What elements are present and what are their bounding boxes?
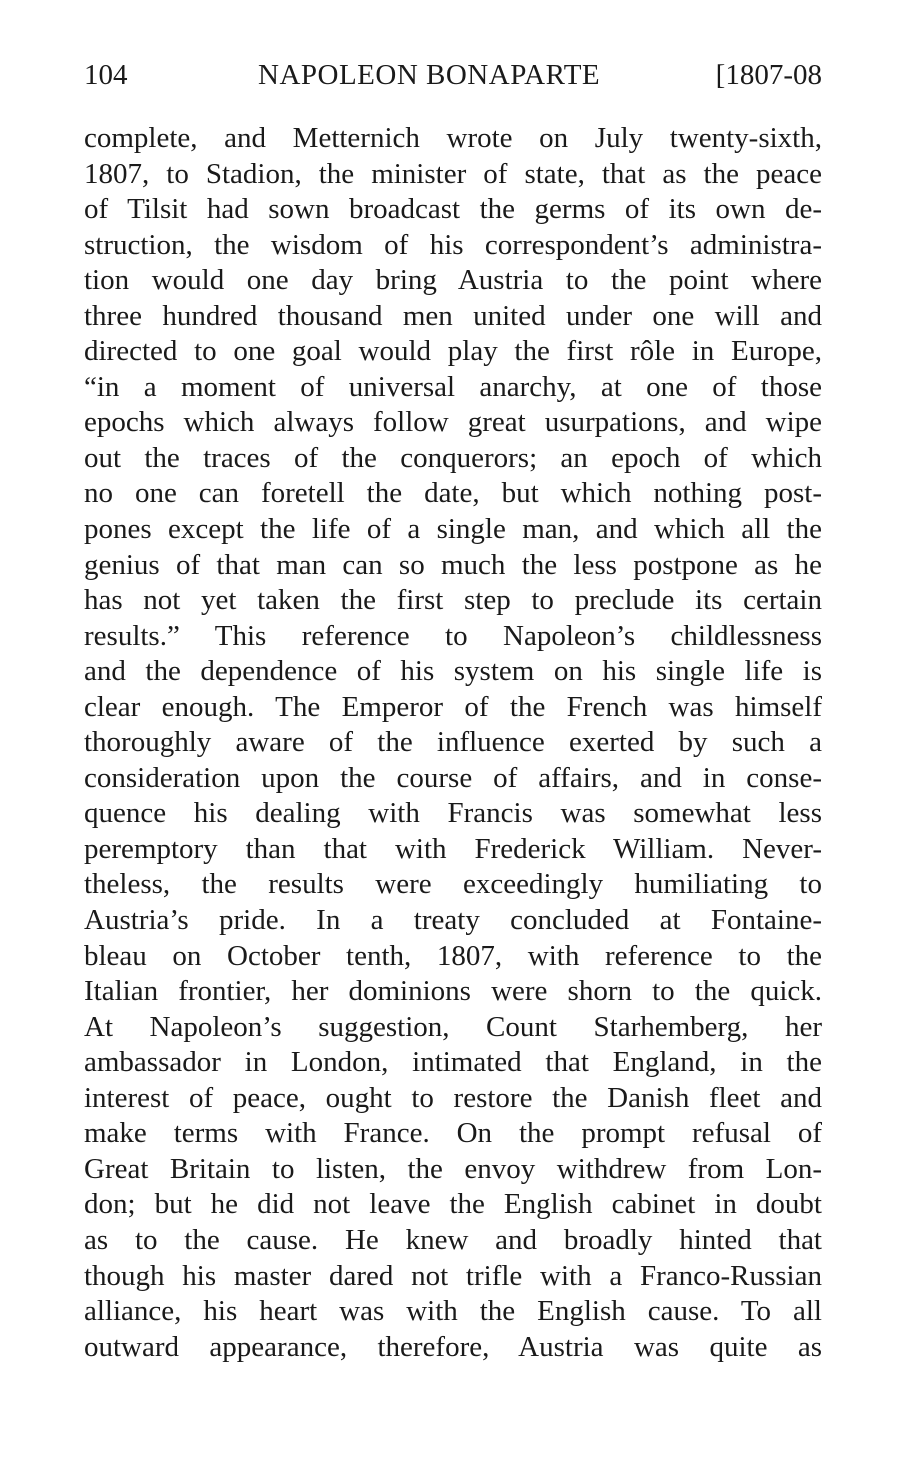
text-line: thoroughly aware of the influence exerted by such a bbox=[84, 726, 822, 759]
page-number: 104 bbox=[84, 59, 128, 91]
text-line: “in a moment of universal anarchy, at one of those bbox=[84, 370, 822, 403]
text-line: bleau on October tenth, 1807, with reference to the bbox=[84, 939, 822, 972]
text-line: results.” This reference to Napoleon’s childlessness bbox=[84, 619, 822, 652]
text-line: genius of that man can so much the less postpone as he bbox=[84, 548, 822, 581]
text-line: don; but he did not leave the English cabinet in doubt bbox=[84, 1188, 822, 1221]
text-line: struction, the wisdom of his correspondent’s administra- bbox=[84, 228, 822, 261]
running-title: NAPOLEON BONAPARTE bbox=[258, 59, 601, 91]
text-line: Great Britain to listen, the envoy withdrew from Lon- bbox=[84, 1152, 822, 1185]
text-line: complete, and Metternich wrote on July twenty-sixth, bbox=[84, 122, 822, 154]
year-range: [1807-08 bbox=[715, 59, 822, 91]
text-line: interest of peace, ought to restore the Danish fleet and bbox=[84, 1081, 822, 1114]
text-line: theless, the results were exceedingly humiliating to bbox=[84, 868, 822, 901]
text-line: make terms with France. On the prompt refusal of bbox=[84, 1117, 822, 1150]
body-text bbox=[84, 121, 822, 1365]
running-header bbox=[84, 55, 822, 95]
text-line: 1807, to Stadion, the minister of state, that as the peace bbox=[84, 157, 822, 190]
text-line: no one can foretell the date, but which nothing post- bbox=[84, 477, 822, 510]
text-line: and the dependence of his system on his single life is bbox=[84, 655, 822, 688]
text-line: three hundred thousand men united under one will and bbox=[84, 299, 822, 332]
text-line: of Tilsit had sown broadcast the germs of its own de- bbox=[84, 193, 822, 226]
text-line: pones except the life of a single man, and which all the bbox=[84, 513, 822, 546]
text-line: though his master dared not trifle with a Franco-Russian bbox=[84, 1259, 822, 1292]
text-line: clear enough. The Emperor of the French was himself bbox=[84, 690, 822, 723]
text-line: epochs which always follow great usurpations, and wipe bbox=[84, 406, 822, 439]
text-line: alliance, his heart was with the English cause. To all bbox=[84, 1295, 822, 1328]
text-line: tion would one day bring Austria to the point where bbox=[84, 264, 822, 297]
text-line: as to the cause. He knew and broadly hinted that bbox=[84, 1223, 822, 1256]
text-line: peremptory than that with Frederick William. Never- bbox=[84, 832, 822, 865]
text-line: Austria’s pride. In a treaty concluded at Fontaine- bbox=[84, 904, 822, 937]
text-line: outward appearance, therefore, Austria was quite as bbox=[84, 1330, 822, 1363]
text-line: directed to one goal would play the first rôle in Europe, bbox=[84, 335, 822, 368]
text-line: ambassador in London, intimated that England, in the bbox=[84, 1046, 822, 1079]
text-line: quence his dealing with Francis was somewhat less bbox=[84, 797, 822, 830]
text-line: Italian frontier, her dominions were shorn to the quick. bbox=[84, 975, 822, 1008]
text-line: At Napoleon’s suggestion, Count Starhemberg, her bbox=[84, 1010, 822, 1043]
text-line: consideration upon the course of affairs, and in conse- bbox=[84, 761, 822, 794]
text-line: out the traces of the conquerors; an epoch of which bbox=[84, 441, 822, 474]
text-line: has not yet taken the first step to preclude its certain bbox=[84, 584, 822, 617]
